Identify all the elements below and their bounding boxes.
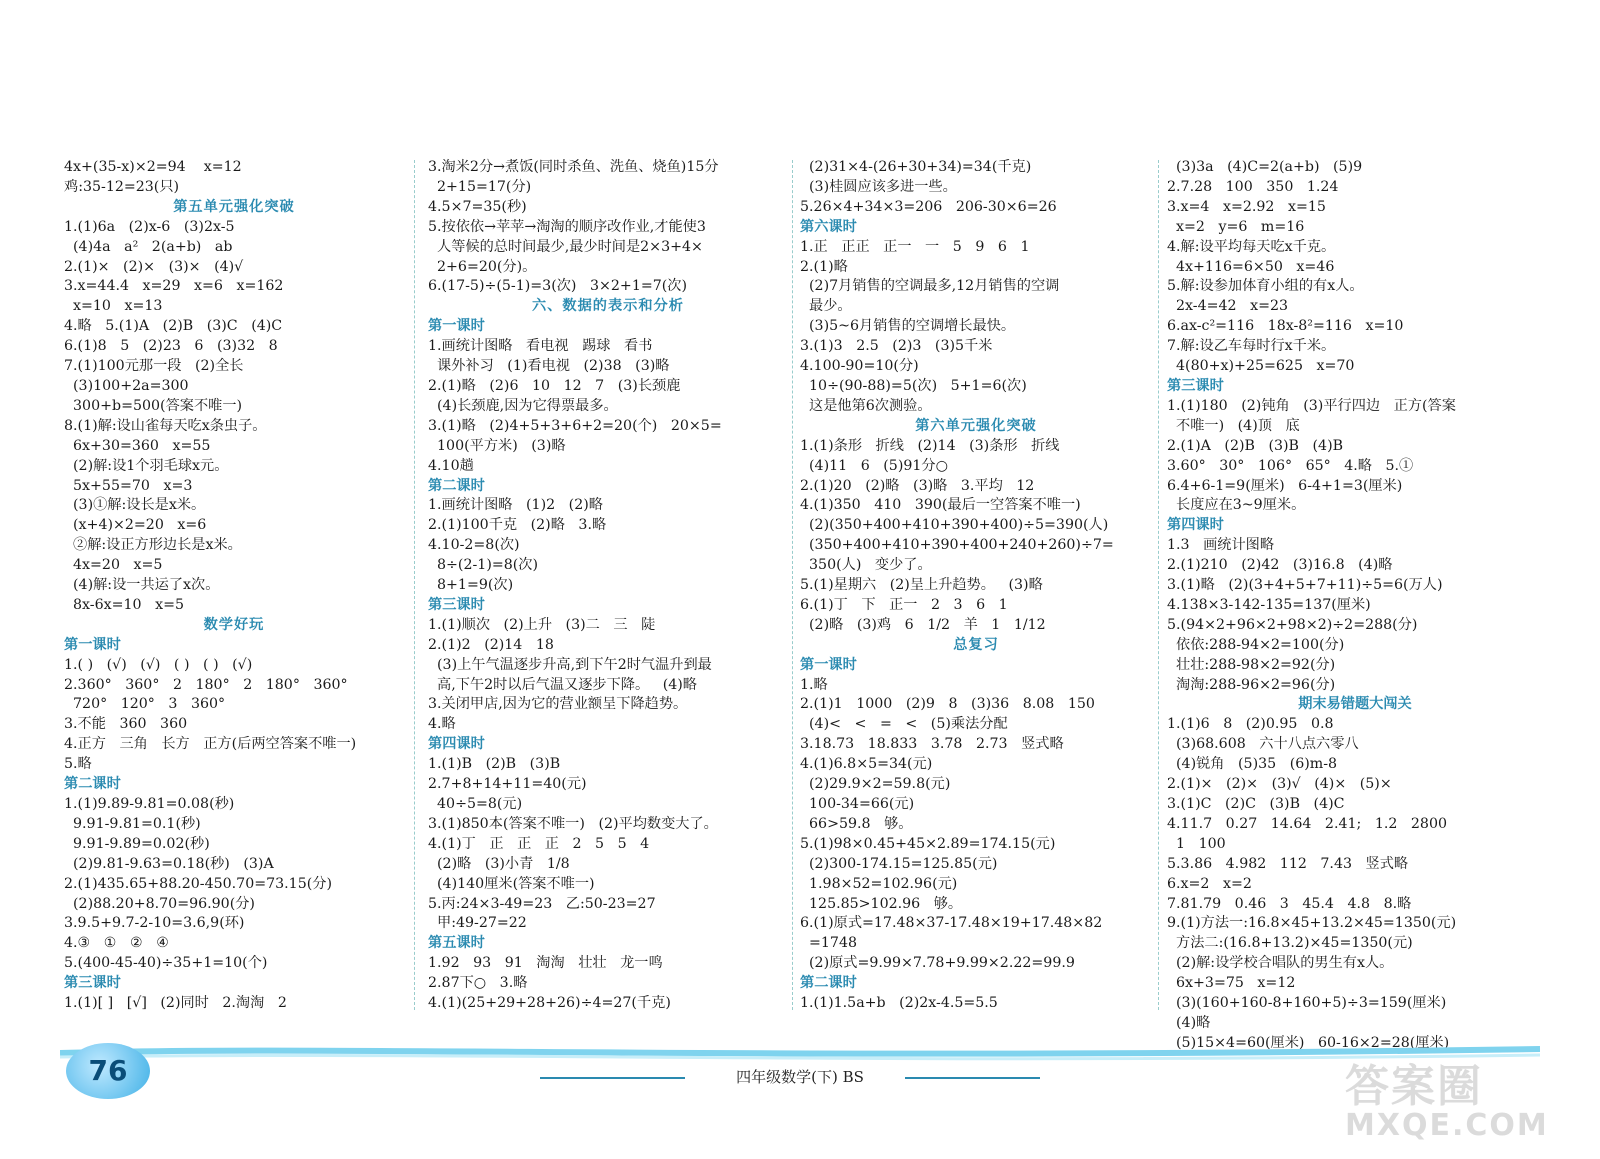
answer-line: 课外补习 (1)看电视 (2)38 (3)略: [428, 358, 670, 375]
watermark-logo-text: 答案圈: [1345, 1061, 1483, 1112]
answer-line: 720° 120° 3 360°: [64, 696, 226, 713]
section-heading: 数学好玩: [203, 616, 265, 633]
answer-line: 1.92 93 91 淘淘 壮壮 龙一鸣: [428, 955, 663, 972]
answer-line: 鸡:35-12=23(只): [64, 178, 180, 195]
answer-line: 这是他第6次测验。: [800, 397, 932, 414]
answer-line: 6.(1)丁 下 正一 2 3 6 1: [800, 596, 1008, 613]
answer-line: (350+400+410+390+400+240+260)÷7=: [800, 537, 1114, 554]
answer-line: (4)解:设一共运了x次。: [64, 577, 220, 594]
answer-line: 4x+(35-x)×2=94 x=12: [64, 159, 242, 175]
section-heading: 总复习: [953, 636, 999, 653]
answer-line: 4.10趟: [428, 457, 474, 474]
column-2: [428, 158, 788, 1014]
answer-line: 人等候的总时间最少,最少时间是2×3+4×: [428, 238, 703, 255]
column-4: [1167, 158, 1543, 1054]
answer-line: 5.26×4+34×3=206 206-30×6=26: [800, 198, 1057, 215]
answer-line: 100(平方米) (3)略: [428, 437, 566, 454]
answer-line: 5.(400-45-40)÷35+1=10(个): [64, 955, 268, 972]
answer-line: 4.(1)350 410 390(最后一空答案不唯一): [800, 497, 1081, 514]
answer-line: 2.(1)210 (2)42 (3)16.8 (4)略: [1167, 557, 1393, 574]
answer-line: 5x+55=70 x=3: [64, 477, 193, 494]
answer-line: 3.9.5+9.7-2-10=3.6,9(环): [64, 915, 245, 932]
answer-line: 长度应在3~9厘米。: [1167, 497, 1306, 514]
answer-line: (3)(160+160-8+160+5)÷3=159(厘米): [1167, 995, 1447, 1012]
answer-line: 1.略: [800, 676, 828, 693]
answer-line: 3.x=4 x=2.92 x=15: [1167, 198, 1326, 215]
answer-line: 1.(1)[ ] [√] (2)同时 2.淘淘 2: [64, 995, 287, 1012]
answer-line: (4)锐角 (5)35 (6)m-8: [1167, 756, 1338, 773]
answer-line: 3.(1)3 2.5 (2)3 (3)5千米: [800, 338, 993, 355]
section-heading: 六、数据的表示和分析: [532, 298, 684, 315]
answer-line: 100-34=66(元): [800, 796, 915, 812]
site-watermark: [1345, 1050, 1560, 1143]
answer-line: 1.画统计图略 看电视 踢球 看书: [428, 338, 653, 355]
section-heading: 第六单元强化突破: [915, 417, 1037, 434]
answer-line: 9.(1)方法一:16.8×45+13.2×45=1350(元): [1167, 915, 1457, 932]
lesson-heading: 第二课时: [800, 975, 857, 992]
answer-line: (2)9.81-9.63=0.18(秒) (3)A: [64, 855, 274, 872]
answer-line: (2)88.20+8.70=96.90(分): [64, 895, 255, 912]
answer-line: 8÷(2-1)=8(次): [428, 557, 539, 574]
section-heading: 期末易错题大闯关: [1298, 696, 1412, 713]
answer-line: 3.(1)略 (2)(3+4+5+7+11)÷5=6(万人): [1167, 577, 1443, 594]
lesson-heading: 第三课时: [1167, 377, 1224, 394]
answer-line: 2.7+8+14+11=40(元): [428, 776, 587, 793]
answer-line: 3.x=44.4 x=29 x=6 x=162: [64, 278, 284, 295]
answer-line: (4)< < = < (5)乘法分配: [800, 716, 1008, 733]
answer-line: 1.(1)B (2)B (3)B: [428, 756, 561, 773]
answer-line: 5.按依依→苹苹→淘淘的顺序改作业,才能使3: [428, 218, 706, 235]
lesson-heading: 第四课时: [428, 736, 485, 753]
answer-line: (2)300-174.15=125.85(元): [800, 855, 998, 872]
answer-line: 8+1=9(次): [428, 577, 514, 594]
answer-line: (3)68.608 六十八点六零八: [1167, 736, 1359, 753]
lesson-heading: 第三课时: [64, 975, 121, 992]
answer-line: 5.(94×2+96×2+98×2)÷2=288(分): [1167, 616, 1418, 633]
answer-line: 3.(1)C (2)C (3)B (4)C: [1167, 796, 1345, 812]
answer-line: 2.7.28 100 350 1.24: [1167, 178, 1339, 195]
answer-line: (2)31×4-(26+30+34)=34(千克): [800, 159, 1032, 175]
answer-line: 4.解:设平均每天吃x千克。: [1167, 238, 1336, 255]
answer-line: 6.4+6-1=9(厘米) 6-4+1=3(厘米): [1167, 477, 1403, 494]
answer-line: (2)7月销售的空调最多,12月销售的空调: [800, 278, 1060, 295]
answer-line: 6x+3=75 x=12: [1167, 975, 1296, 992]
answer-line: 5.略: [64, 756, 92, 773]
answer-line: 壮壮:288-98×2=92(分): [1167, 656, 1336, 673]
answer-line: (4)4a a² 2(a+b) ab: [64, 238, 233, 255]
answer-line: 8x-6x=10 x=5: [64, 596, 185, 613]
answer-line: (3)桂圆应该多进一些。: [800, 178, 957, 195]
answer-line: (2)略 (3)鸡 6 1/2 羊 1 1/12: [800, 616, 1046, 633]
footer-rule-left: [540, 1077, 685, 1079]
lesson-heading: 第一课时: [428, 318, 485, 335]
answer-line: 2+6=20(分)。: [428, 258, 537, 275]
answer-line: 1 100: [1167, 835, 1226, 852]
answer-line: 3.60° 30° 106° 65° 4.略 5.①: [1167, 457, 1414, 474]
answer-line: 2.(1)2 (2)14 18: [428, 636, 554, 653]
answer-line: 6.(17-5)÷(5-1)=3(次) 3×2+1=7(次): [428, 278, 688, 295]
answer-line: 8.(1)解:设山雀每天吃x条虫子。: [64, 417, 267, 434]
answer-line: 1.(1)9.89-9.81=0.08(秒): [64, 796, 235, 812]
answer-line: (2)略 (3)小青 1/8: [428, 855, 570, 872]
lesson-heading: 第四课时: [1167, 517, 1224, 534]
answer-line: (2)29.9×2=59.8(元): [800, 776, 951, 793]
answer-line: (4)略: [1167, 1014, 1211, 1031]
answer-line: 3.关闭甲店,因为它的营业额呈下降趋势。: [428, 696, 688, 713]
answer-line: 2.(1)100千克 (2)略 3.略: [428, 517, 607, 534]
footer-rule-right: [905, 1077, 1040, 1079]
answer-line: 4.(1)(25+29+28+26)÷4=27(千克): [428, 995, 671, 1012]
answer-line: 5.解:设参加体育小组的有x人。: [1167, 278, 1364, 295]
lesson-heading: 第二课时: [64, 776, 121, 793]
answer-line: 10÷(90-88)=5(次) 5+1=6(次): [800, 377, 1027, 394]
answer-line: 5.(1)98×0.45+45×2.89=174.15(元): [800, 835, 1056, 852]
answer-line: 1.画统计图略 (1)2 (2)略: [428, 497, 603, 514]
answer-line: 1.正 正正 正一 一 5 9 6 1: [800, 238, 1030, 255]
lesson-heading: 第五课时: [428, 935, 485, 952]
book-title: 四年级数学(下) BS: [736, 1068, 864, 1086]
answer-line: 7.81.79 0.46 3 45.4 4.8 8.略: [1167, 895, 1412, 912]
answer-line: 5.(1)星期六 (2)呈上升趋势。 (3)略: [800, 577, 1043, 594]
answer-line: 1.(1)6a (2)x-6 (3)2x-5: [64, 218, 235, 235]
answer-line: 方法二:(16.8+13.2)×45=1350(元): [1167, 935, 1413, 952]
lesson-heading: 第三课时: [428, 596, 485, 613]
answer-line: 125.85>102.96 够。: [800, 895, 963, 912]
answer-line: (2)原式=9.99×7.78+9.99×2.22=99.9: [800, 955, 1075, 972]
answer-line: 6.(1)8 5 (2)23 6 (3)32 8: [64, 338, 278, 355]
answer-line: 7.解:设乙车每时行x千米。: [1167, 338, 1336, 355]
answer-line: (2)解:设1个羽毛球x元。: [64, 457, 229, 474]
answer-line: 高,下午2时以后气温又逐步下降。 (4)略: [428, 676, 697, 693]
answer-line: 2.(1)435.65+88.20-450.70=73.15(分): [64, 875, 332, 892]
answer-line: 4.③ ① ② ④: [64, 935, 169, 952]
watermark-url: MXQE.COM: [1345, 1108, 1549, 1143]
column-3: [800, 158, 1152, 1014]
answer-line: ②解:设正方形边长是x米。: [64, 537, 242, 554]
answer-line: 4.略 5.(1)A (2)B (3)C (4)C: [64, 318, 283, 335]
answer-line: 9.91-9.89=0.02(秒): [64, 835, 210, 852]
answer-line: 4x=20 x=5: [64, 557, 163, 574]
lesson-heading: 第一课时: [800, 656, 857, 673]
answer-line: (4)长颈鹿,因为它得票最多。: [428, 397, 618, 414]
answer-line: 4.100-90=10(分): [800, 358, 919, 375]
answer-line: (3)5~6月销售的空调增长最快。: [800, 318, 1016, 335]
column-divider: [414, 160, 415, 1010]
answer-line: 6.(1)原式=17.48×37-17.48×19+17.48×82: [800, 915, 1103, 932]
answer-line: 2.(1)略: [800, 258, 848, 275]
column-divider: [792, 160, 793, 1010]
answer-line: 2.(1)× (2)× (3)× (4)√: [64, 258, 244, 275]
answer-line: 2.(1)× (2)× (3)√ (4)× (5)×: [1167, 776, 1392, 793]
lesson-heading: 第二课时: [428, 477, 485, 494]
answer-line: 2.360° 360° 2 180° 2 180° 360°: [64, 676, 348, 693]
lesson-heading: 第六课时: [800, 218, 857, 235]
answer-line: 3.(1)略 (2)4+5+3+6+2=20(个) 20×5=: [428, 417, 722, 434]
answer-line: 66>59.8 够。: [800, 815, 913, 832]
answer-line: 不唯一) (4)顶 底: [1167, 417, 1300, 434]
column-1: [64, 158, 404, 1014]
answer-line: 9.91-9.81=0.1(秒): [64, 815, 201, 832]
answer-line: 3.(1)850本(答案不唯一) (2)平均数变大了。: [428, 815, 718, 832]
answer-line: (4)140厘米(答案不唯一): [428, 875, 595, 892]
answer-line: 2.(1)A (2)B (3)B (4)B: [1167, 437, 1344, 454]
answer-line: 5.丙:24×3-49=23 乙:50-23=27: [428, 895, 656, 912]
answer-line: 350(人) 变少了。: [800, 557, 932, 574]
answer-line: 4.正方 三角 长方 正方(后两空答案不唯一): [64, 736, 357, 753]
answer-line: 40÷5=8(元): [428, 796, 523, 812]
answer-line: 1.(1)条形 折线 (2)14 (3)条形 折线: [800, 437, 1060, 454]
answer-line: 6x+30=360 x=55: [64, 437, 211, 454]
answer-line: 4.5×7=35(秒): [428, 198, 527, 215]
answer-line: 300+b=500(答案不唯一): [64, 397, 243, 414]
answer-line: 1.(1)180 (2)钝角 (3)平行四边 正方(答案: [1167, 397, 1456, 414]
answer-line: 1.3 画统计图略: [1167, 537, 1275, 554]
footer-wave-decoration: [60, 1035, 1540, 1065]
answer-line: 3.18.73 18.833 3.78 2.73 竖式略: [800, 736, 1064, 753]
answer-line: 4.138×3-142-135=137(厘米): [1167, 596, 1371, 613]
answer-line: (2)解:设学校合唱队的男生有x人。: [1167, 955, 1394, 972]
answer-line: 1.( ) (√) (√) ( ) ( ) (√): [64, 656, 253, 673]
answer-line: 2+15=17(分): [428, 178, 532, 195]
answer-line: 2.(1)1 1000 (2)9 8 (3)36 8.08 150: [800, 696, 1095, 713]
answer-line: 2.(1)20 (2)略 (3)略 3.平均 12: [800, 477, 1035, 494]
answer-line: 4.10-2=8(次): [428, 537, 520, 554]
answer-line: 1.(1)6 8 (2)0.95 0.8: [1167, 716, 1334, 733]
answer-line: 3.淘米2分→煮饭(同时杀鱼、洗鱼、烧鱼)15分: [428, 159, 719, 175]
answer-line: 6.ax-c²=116 18x-8²=116 x=10: [1167, 318, 1404, 335]
answer-line: 甲:49-27=22: [428, 915, 527, 932]
section-heading: 第五单元强化突破: [173, 198, 295, 215]
answer-line: =1748: [800, 935, 858, 952]
answer-line: 依依:288-94×2=100(分): [1167, 636, 1345, 653]
answer-line: x=10 x=13: [64, 298, 163, 315]
answer-line: 4(80+x)+25=625 x=70: [1167, 358, 1355, 375]
answer-line: (x+4)×2=20 x=6: [64, 517, 207, 534]
page-number-badge: [66, 1043, 150, 1099]
column-divider: [1158, 160, 1159, 1010]
answer-line: (3)①解:设长是x米。: [64, 497, 206, 514]
answer-line: (2)(350+400+410+390+400)÷5=390(人): [800, 517, 1109, 534]
answer-line: 5.3.86 4.982 112 7.43 竖式略: [1167, 855, 1409, 872]
answer-line: 2x-4=42 x=23: [1167, 298, 1289, 315]
answer-line: 最少。: [800, 298, 852, 315]
answer-line: 6.x=2 x=2: [1167, 875, 1252, 892]
answer-line: 2.(1)略 (2)6 10 12 7 (3)长颈鹿: [428, 377, 681, 394]
answer-line: 3.不能 360 360: [64, 716, 188, 733]
answer-line: 4.(1)丁 正 正 正 2 5 5 4: [428, 835, 650, 852]
answer-line: x=2 y=6 m=16: [1167, 218, 1305, 235]
answer-line: 2.87下○ 3.略: [428, 975, 528, 992]
answer-line: 4.11.7 0.27 14.64 2.41; 1.2 2800: [1167, 815, 1448, 832]
answer-line: 4x+116=6×50 x=46: [1167, 258, 1335, 275]
answer-line: 1.(1)1.5a+b (2)2x-4.5=5.5: [800, 995, 998, 1012]
page-number: 76: [88, 1054, 128, 1087]
answer-line: 1.(1)顺次 (2)上升 (3)二 三 陡: [428, 616, 656, 633]
lesson-heading: 第一课时: [64, 636, 121, 653]
answer-line: 7.(1)100元那一段 (2)全长: [64, 358, 244, 375]
answer-line: 4.略: [428, 716, 456, 733]
answer-line: (3)3a (4)C=2(a+b) (5)9: [1167, 159, 1363, 175]
answer-line: (3)上午气温逐步升高,到下午2时气温升到最: [428, 656, 712, 673]
answer-line: 淘淘:288-96×2=96(分): [1167, 676, 1336, 693]
answer-line: (3)100+2a=300: [64, 377, 189, 394]
answer-line: (4)11 6 (5)91分○: [800, 457, 948, 474]
answer-line: 4.(1)6.8×5=34(元): [800, 756, 933, 773]
answer-line: 1.98×52=102.96(元): [800, 875, 958, 892]
answer-line: (5)15×4=60(厘米) 60-16×2=28(厘米): [1167, 1034, 1450, 1051]
